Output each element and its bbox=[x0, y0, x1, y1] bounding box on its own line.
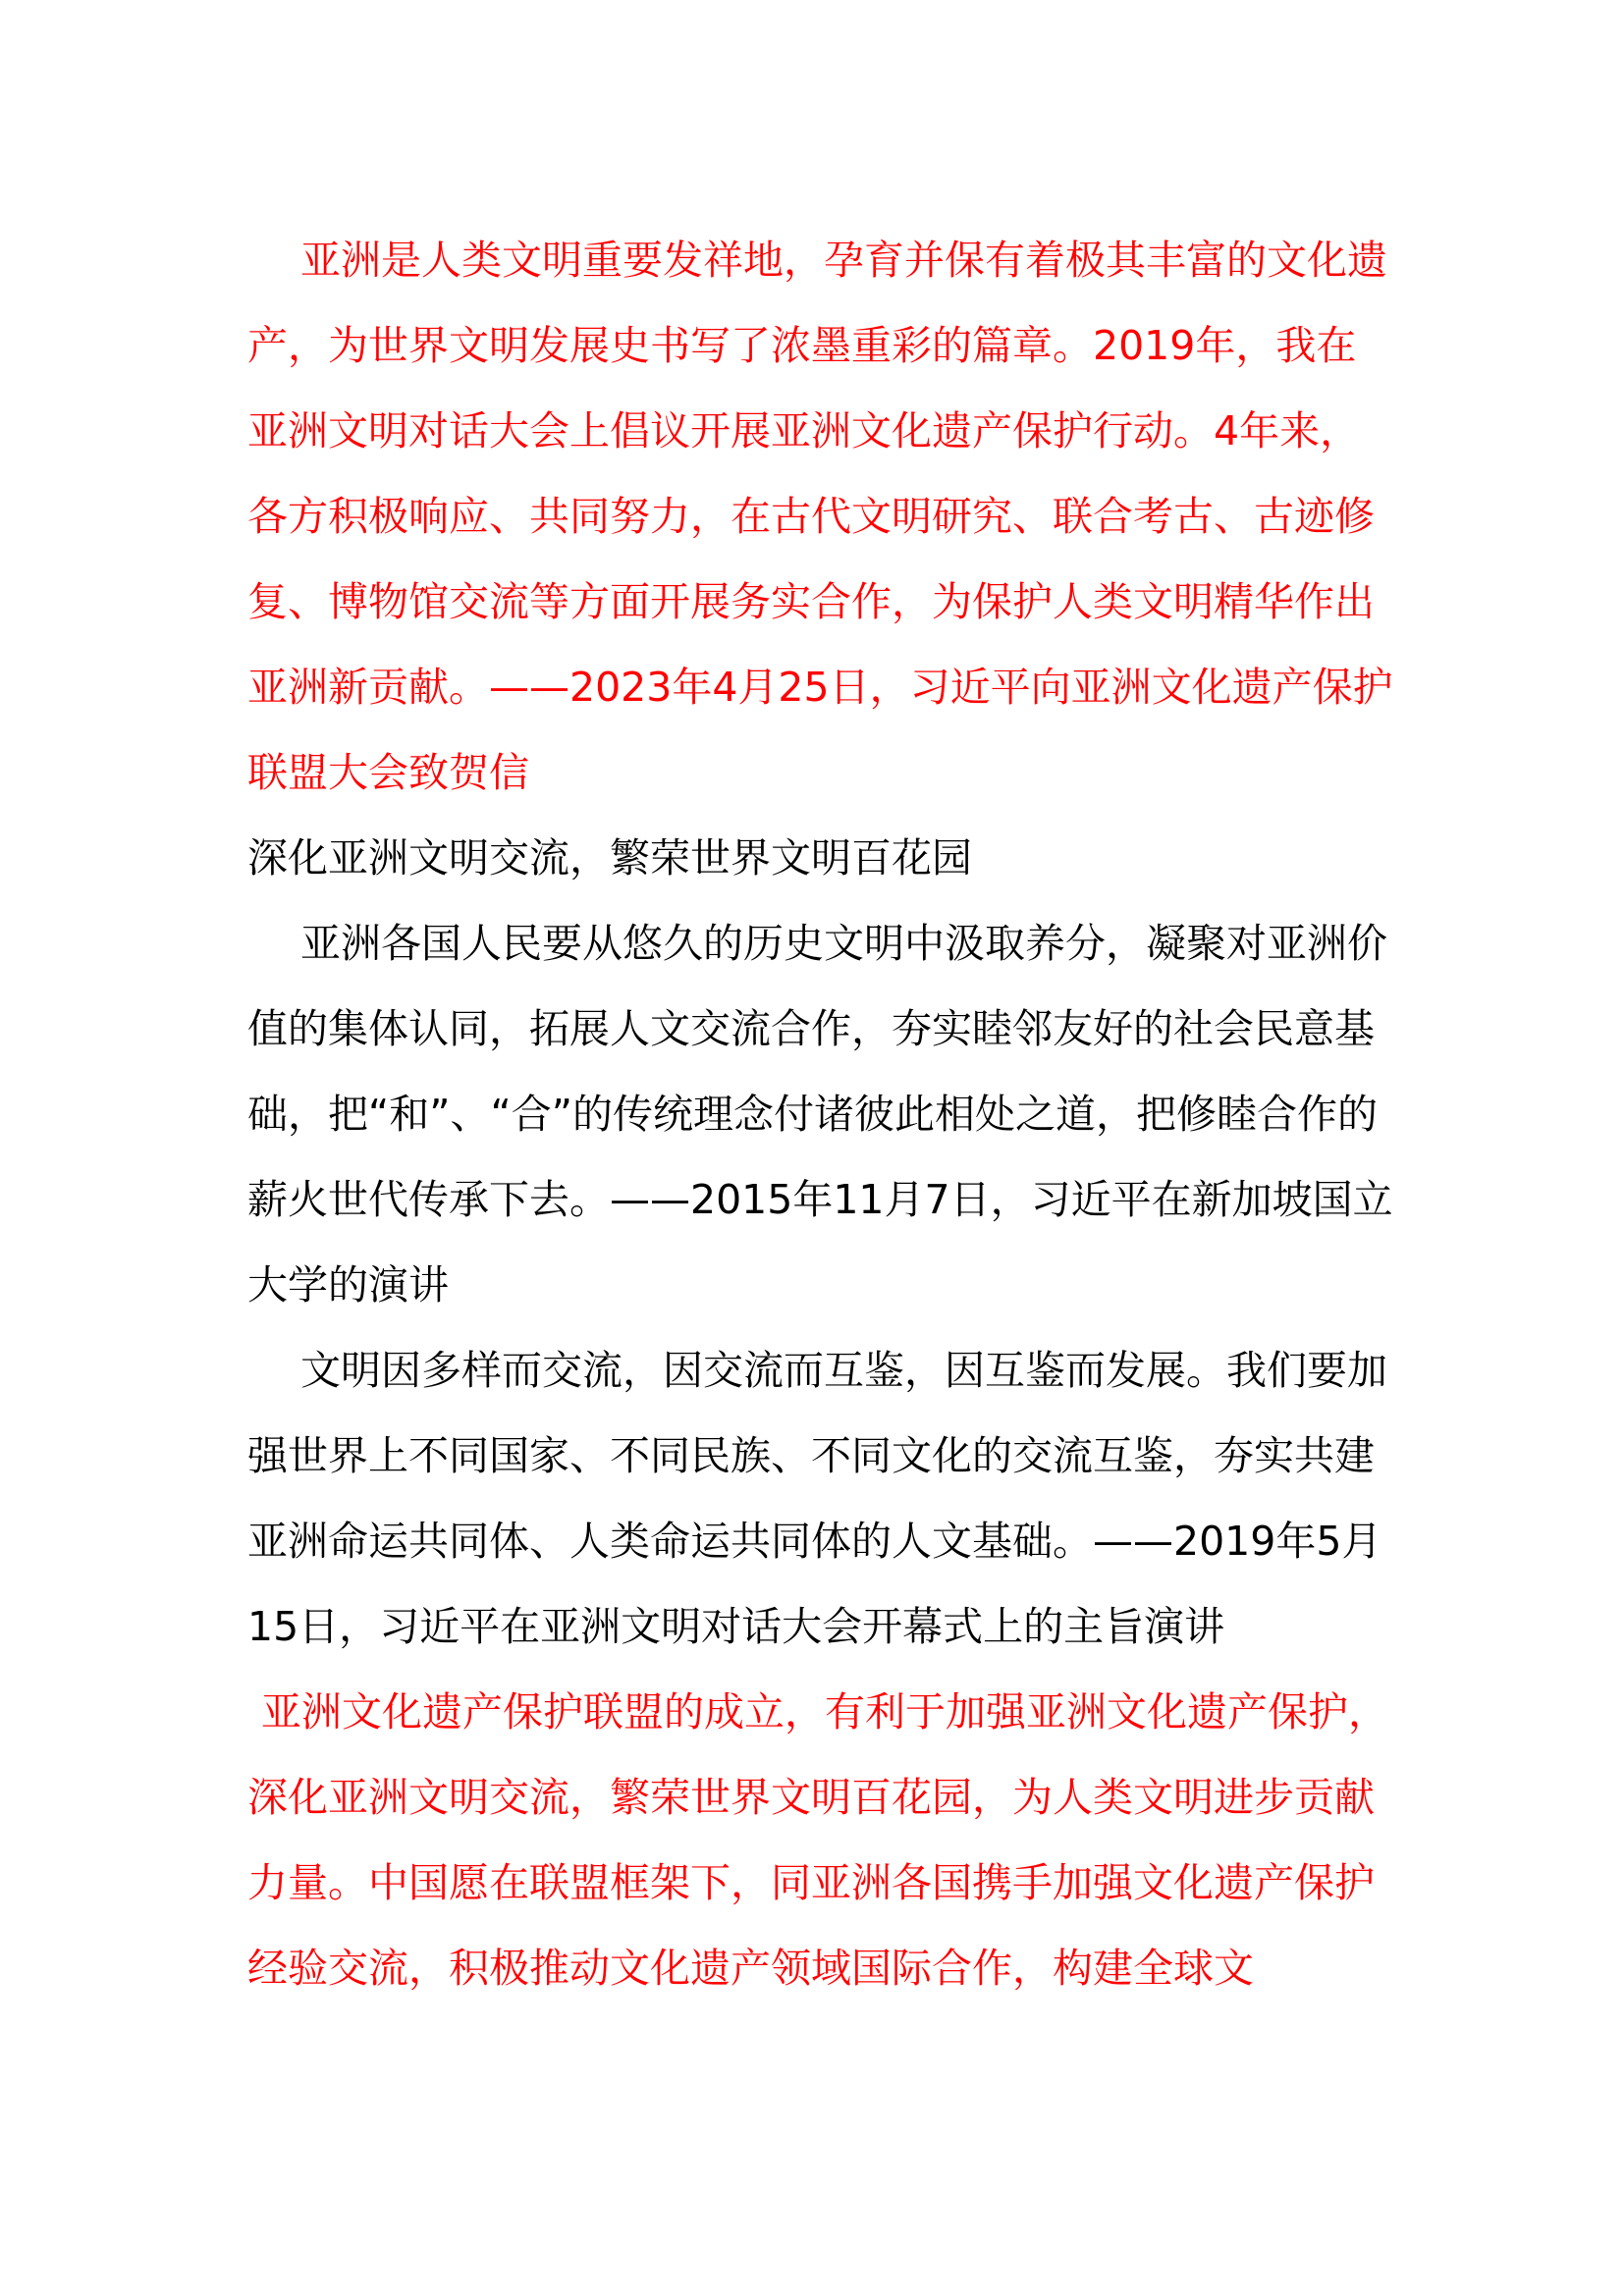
document-body bbox=[247, 218, 1396, 2011]
section-heading: 深化亚洲文明交流，繁荣世界文明百花园 bbox=[247, 834, 972, 881]
paragraph-congratulatory-letter: 亚洲是人类文明重要发祥地，孕育并保有着极其丰富的文化遗产，为世界文明发展史书写了浓墨重彩的篇章。2019年，我在亚洲文明对话大会上倡议开展亚洲文化遗产保护行动。4年来，各方积极响应、共同努力，在古代文明研究、联合考古、古迹修复、博物馆交流等方面开展务实合作，为保护人类文明精华作出亚洲新贡献。——2023年4月25日，习近平向亚洲文化遗产保护联盟大会致贺信 bbox=[247, 237, 1393, 796]
paragraph-singapore-speech: 亚洲各国人民要从悠久的历史文明中汲取养分，凝聚对亚洲价值的集体认同，拓展人文交流合作，夯实睦邻友好的社会民意基础，把“和”、“合”的传统理念付诸彼此相处之道，把修睦合作的薪火世代传承下去。——2015年11月7日，习近平在新加坡国立大学的演讲 bbox=[247, 920, 1393, 1308]
paragraph-alliance-founding: 亚洲文化遗产保护联盟的成立，有利于加强亚洲文化遗产保护，深化亚洲文明交流，繁荣世界文明百花园，为人类文明进步贡献力量。中国愿在联盟框架下，同亚洲各国携手加强文化遗产保护经验交流，积极推动文化遗产领域国际合作，构建全球文 bbox=[247, 1688, 1388, 1992]
paragraph-dialogue-keynote: 文明因多样而交流，因交流而互鉴，因互鉴而发展。我们要加强世界上不同国家、不同民族、不同文化的交流互鉴，夯实共建亚洲命运共同体、人类命运共同体的人文基础。——2019年5月15日，习近平在亚洲文明对话大会开幕式上的主旨演讲 bbox=[247, 1347, 1387, 1650]
